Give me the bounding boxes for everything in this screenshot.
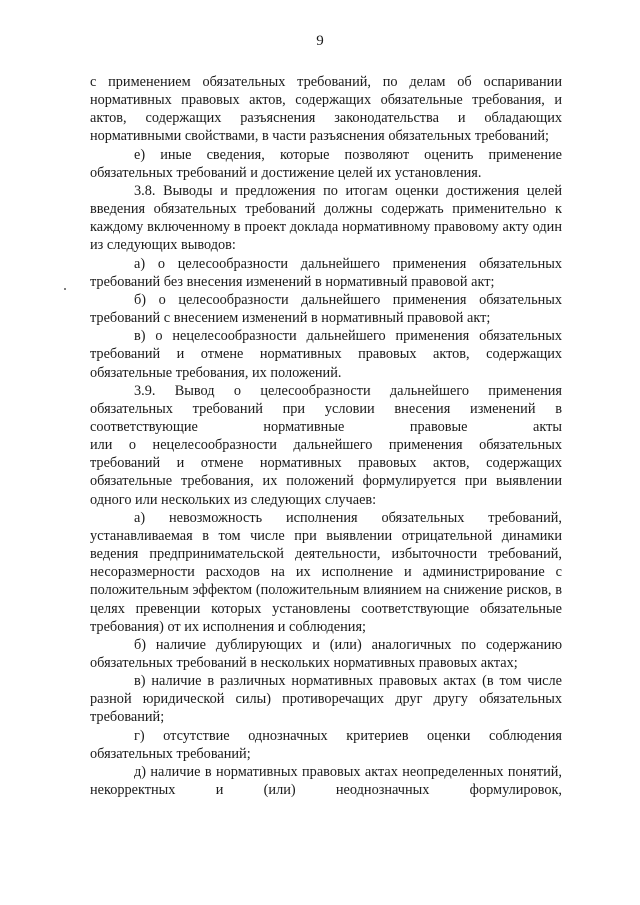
paragraph-3-9: 3.9. Вывод о целесообразности дальнейшего применения обязательных требований при условии внесения изменений в соответствующие нормативные правовые акты	[90, 382, 562, 435]
scan-artifact-dot	[64, 288, 66, 290]
paragraph-case-g: г) отсутствие однозначных критериев оценки соблюдения обязательных требований;	[90, 727, 562, 762]
page-number: 9	[316, 33, 324, 49]
paragraph-3-9-continuation: или о нецелесообразности дальнейшего применения обязательных требований и отмене нормативных правовых актов, содержащих обязательные требования, их положений формулируется при выявлении одного или нескольких из следующих случаев:	[90, 437, 562, 508]
document-body	[90, 73, 562, 799]
paragraph-case-v: в) наличие в различных нормативных правовых актах (в том числе разной юридической силы) противоречащих друг другу обязательных требований;	[90, 673, 562, 726]
paragraph-continuation: с применением обязательных требований, по делам об оспаривании нормативных правовых актов, содержащих обязательные требования, и актов, содержащих разъяснения законодательства и обладающих нормативными свойствами, в части разъяснения обязательных требований;	[90, 74, 562, 145]
paragraph-3-8: 3.8. Выводы и предложения по итогам оценки достижения целей введения обязательных требований должны содержать применительно к каждому включенному в проект доклада нормативному правовому акту один из следующих выводов:	[90, 182, 562, 254]
paragraph-item-v-conclusion: в) о нецелесообразности дальнейшего применения обязательных требований и отмене нормативных правовых актов, содержащих обязательные требования, их положений.	[90, 328, 562, 381]
paragraph-case-b: б) наличие дублирующих и (или) аналогичных по содержанию обязательных требований в нескольких нормативных правовых актах;	[90, 636, 562, 671]
paragraph-case-d: д) наличие в нормативных правовых актах неопределенных понятий, некорректных и (или) неоднозначных формулировок,	[90, 763, 562, 799]
paragraph-item-a-conclusion: а) о целесообразности дальнейшего применения обязательных требований без внесения изменений в нормативный правовой акт;	[90, 255, 562, 290]
paragraph-case-a: а) невозможность исполнения обязательных требований, устанавливаемая в том числе при выявлении отрицательной динамики ведения предпринимательской деятельности, избыточности требований, несоразмерности расходов на их исполнение и администрирование с положительным эффектом (положительным влиянием на снижение рисков, в целях превенции которых установлены соответствующие обязательные требования) от их исполнения и соблюдения;	[90, 509, 562, 635]
paragraph-item-b-conclusion: б) о целесообразности дальнейшего применения обязательных требований с внесением изменений в нормативный правовой акт;	[90, 291, 562, 327]
paragraph-item-e: е) иные сведения, которые позволяют оценить применение обязательных требований и достижение целей их установления.	[90, 146, 562, 181]
